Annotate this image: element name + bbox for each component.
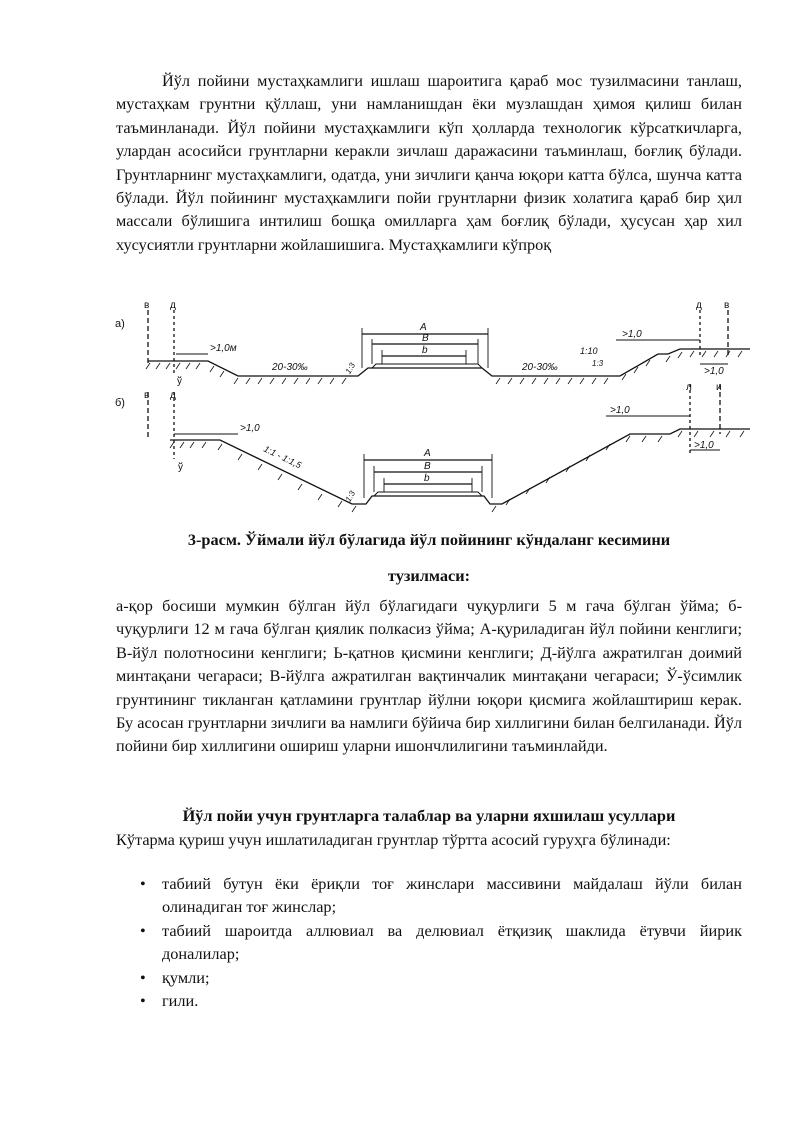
a-shoulder-left: >1,0м xyxy=(210,343,237,354)
b-left-top: >1,0 xyxy=(240,423,260,434)
mark-l-right-b: л xyxy=(686,382,692,393)
dim-A-a: A xyxy=(420,322,427,333)
list-item-text: гили. xyxy=(162,991,199,1011)
list-item xyxy=(132,966,742,989)
mark-u-b: ў xyxy=(178,462,183,473)
dim-B-b: B xyxy=(424,461,431,472)
dim-B-a: B xyxy=(422,333,429,344)
cross-section-figure xyxy=(110,294,750,514)
list-item xyxy=(132,872,742,919)
mark-v-left-b: в xyxy=(144,390,150,401)
mark-v-right-a: в xyxy=(724,300,730,311)
dim-b-a: b xyxy=(422,345,428,356)
paragraph-1: Йўл пойини мустаҳкамлиги ишлаш шароитига қараб мос тузилмасини танлаш, мустаҳкам грунтни қўллаш, уни намланишдан ёки музлашдан ҳимоя қилиш билан таъминланади. Йўл пойини мустаҳкамлиги кўп ҳолларда технологик кўрсаткичларга, улардан асосийси грунтларни керакли зичлаш даражасини таъминлаш, боғлиқ бўлади. Грунтларнинг мустаҳкамлиги, одатда, уни зичлиги қанча юқори катта бўлса, шунча катта бўлади. Йўл пойининг мустаҳкамлиги пойи грунтларни физик холатига қараб бир ҳил массали бўлишига интилиш бошқа омилларга ҳам боғлиқ бўлади, ҳусусан ҳар хил хусусиятли грунтларни жойлашишига. Мустаҳкамлиги кўпроқ xyxy=(116,71,742,254)
a-right-bottom: >1,0 xyxy=(704,366,724,377)
list-item-text: қумли; xyxy=(162,967,210,987)
list-item xyxy=(132,989,742,1012)
dim-b-b: b xyxy=(424,473,430,484)
mark-d-left-b: д xyxy=(170,390,176,401)
mark-d-right-a: д xyxy=(696,300,702,311)
mark-d-left-a: д xyxy=(170,300,176,311)
a-right-top: >1,0 xyxy=(622,329,642,340)
mark-v-left-a: в xyxy=(144,300,150,311)
a-ratio-13: 1:3 xyxy=(343,361,358,376)
bullet-icon: • xyxy=(140,967,146,987)
bullet-icon: • xyxy=(140,920,146,940)
a-ratio-110: 1:10 xyxy=(580,346,598,356)
panel-a-drawing xyxy=(144,300,750,387)
dim-A-b: A xyxy=(424,448,431,459)
list-item-text: табиий шароитда аллювиал ва делювиал ётқизиқ шаклида ётувчи йирик доналилар; xyxy=(162,920,742,964)
a-ratio-13r: 1:3 xyxy=(592,359,604,368)
list-item xyxy=(132,919,742,966)
section-heading: Йўл пойи учун грунтларга талаблар ва уларни яхшилаш усуллари xyxy=(182,806,676,825)
figure-caption-line-2: тузилмаси: xyxy=(387,566,471,585)
paragraph-3: Кўтарма қуриш учун ишлатиладиган грунтлар тўртта асосий гуруҳга бўлинади: xyxy=(116,830,671,849)
b-right-bottom: >1,0 xyxy=(694,440,714,451)
list-item-text: табиий бутун ёки ёриқли тоғ жинслари массивини майдалаш йўли билан олинадиган тоғ жинслар; xyxy=(162,874,742,917)
b-ratio-13: 1:3 xyxy=(343,489,358,504)
b-right-top: >1,0 xyxy=(610,405,630,416)
mark-u-a: ў xyxy=(177,376,182,387)
a-slope-right: 20-30‰ xyxy=(522,362,558,373)
b-slope-ratio: 1:1 - 1:1,5 xyxy=(262,443,303,471)
mark-i-right-b: и xyxy=(716,382,722,393)
bullet-icon: • xyxy=(140,874,146,893)
panel-a-label: а) xyxy=(115,318,125,330)
a-slope-left: 20-30‰ xyxy=(272,362,308,373)
bullet-icon: • xyxy=(140,991,146,1011)
panel-b-label: б) xyxy=(115,397,125,409)
soil-groups-list xyxy=(132,872,742,1012)
figure-caption-line-1: 3-расм. Ўймали йўл бўлагида йўл пойининг кўндаланг кесимини xyxy=(187,530,671,549)
paragraph-2: а-қор босиши мумкин бўлган йўл бўлагидаги чуқурлиги 5 м гача бўлган ўйма; б-чуқурлиги 12 м гача бўлган қиялик полкасиз ўйма; А-қуриладиган йўл пойини кенглиги; В-йўл полотносини кенглиги; Ь-қатнов қисмини кенглиги; Д-йўлга ажратилган доимий минтақани чегараси; В-йўлга ажратилган вақтинчалик минтақани чегараси; Ў-ўсимлик грунтининг тикланган қатламини грунтлар йўлни юқори қисмига жойлаштириш керак. Бу асосан грунтларни зичлиги ва намлиги бўйича бир хиллигини билан белгиланади. Йўл пойини бир хиллигини ошириш уларни ишончлилигини таъминлайди. xyxy=(116,596,742,756)
panel-b-drawing xyxy=(144,382,750,512)
